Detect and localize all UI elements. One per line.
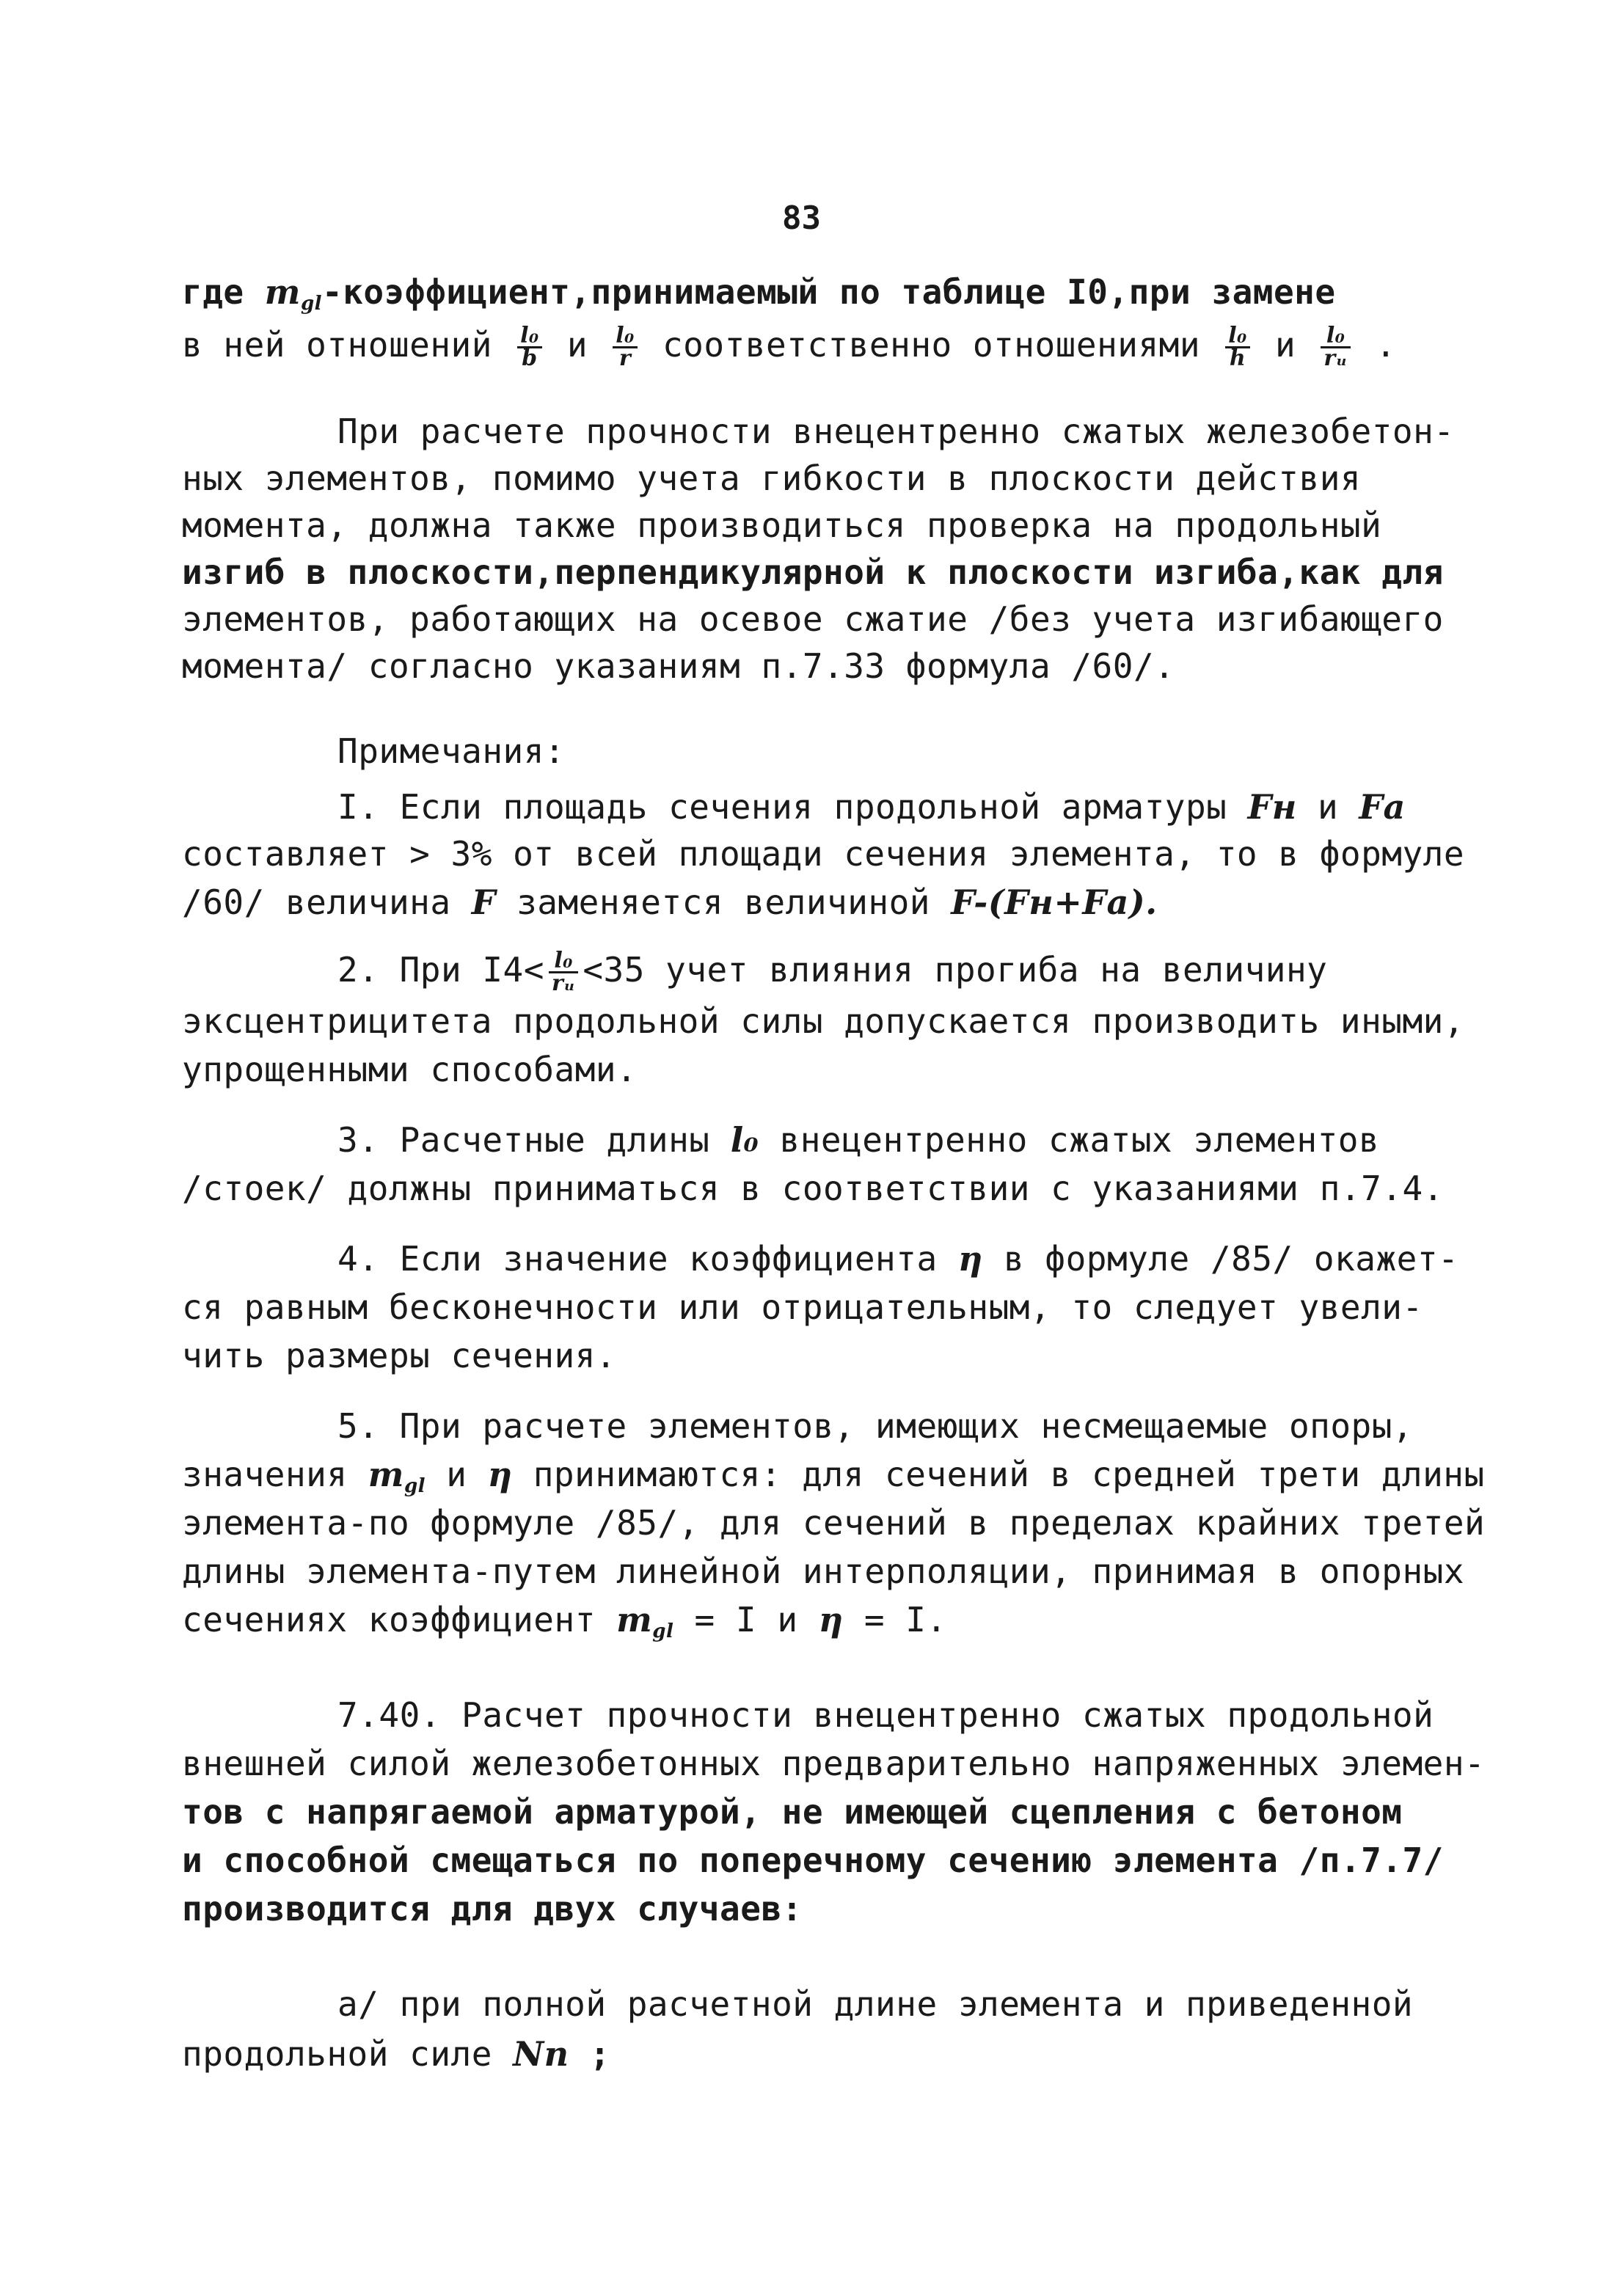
text-line: производится для двух случаев: — [182, 1889, 803, 1928]
fraction: $\frac{\text{l₀}}{\text{rᵤ}}$ — [1321, 326, 1350, 369]
text-line: длины элемента-путем линейной интерполяции, принимая в опорных — [182, 1551, 1465, 1591]
text-line: составляет > 3% от всей площади сечения элемента, то в формуле — [182, 834, 1465, 874]
symbol: Nп — [513, 2034, 569, 2074]
text-line: I. Если площадь сечения продольной арматуры Fн и Fа — [337, 787, 1406, 827]
fraction: $\frac{\text{l₀}}{\text{rᵤ}}$ — [549, 951, 578, 994]
text-line: При расчете прочности внецентренно сжатых железобетон- — [337, 412, 1455, 451]
symbol: F-(Fн+Fа). — [951, 882, 1158, 922]
symbol: l₀ — [730, 1120, 759, 1160]
text-line: элементов, работающих на осевое сжатие /без учета изгибающего — [182, 599, 1444, 639]
text-line: /60/ величина F заменяется величиной F-(Fн+Fа). — [182, 882, 1158, 922]
text-line: ных элементов, помимо учета гибкости в плоскости действия — [182, 458, 1362, 498]
text-line: продольной силе Nп ; — [182, 2034, 610, 2074]
symbol: η — [957, 1239, 983, 1279]
fraction: $\frac{\text{l₀}}{b}$ — [517, 326, 542, 369]
symbol: η — [818, 1600, 844, 1639]
text-line: момента/ согласно указаниям п.7.33 формула /60/. — [182, 646, 1175, 686]
text-line: 4. Если значение коэффициента η в формуле /85/ окажет- — [337, 1239, 1459, 1279]
text-line: 3. Расчетные длины l₀ внецентренно сжатых элементов — [337, 1120, 1380, 1160]
notes-heading: Примечания: — [337, 731, 566, 771]
text-line: /стоек/ должны приниматься в соответствии с указаниями п.7.4. — [182, 1169, 1444, 1208]
page-number: 83 — [782, 200, 821, 237]
text-line: где $m_{gl}-коэффициент,принимаемый$ по таблице I0,при замене — [182, 272, 1336, 315]
text-line: значения $m_{gl}$ и η принимаются: для сечений в средней трети длины — [182, 1455, 1485, 1497]
text-line: 2. При I4< $\frac{\text{l₀}}{\text{rᵤ}}$ <35 учет влияния прогиба на величину — [337, 948, 1328, 996]
text-line: момента, должна также производиться проверка на продольный — [182, 505, 1382, 545]
text-line: 7.40. Расчет прочности внецентренно сжатых продольной — [337, 1695, 1434, 1735]
text-line: ся равным бесконечности или отрицательным, то следует увели- — [182, 1287, 1423, 1327]
symbol: m — [616, 1600, 653, 1639]
text-line: а/ при полной расчетной длине элемента и приведенной — [337, 1984, 1414, 2024]
fraction: $\frac{\text{l₀}}{h}$ — [1225, 326, 1250, 369]
text-line: изгиб в плоскости,перпендикулярной к плоскости изгиба,как для — [182, 552, 1444, 592]
symbol: Fа — [1359, 787, 1406, 827]
text-line: и способной смещаться по поперечному сечению элемента /п.7.7/ — [182, 1840, 1444, 1880]
text-line: сечениях коэффициент $m_{gl} = I$ и η = I. — [182, 1600, 947, 1642]
coef-symbol: m — [264, 272, 301, 312]
text-line: элемента-по формуле /85/, для сечений в пределах крайних третей — [182, 1503, 1486, 1543]
text-line: внешней силой железобетонных предварительно напряженных элемен- — [182, 1744, 1486, 1783]
text-line: чить размеры сечения. — [182, 1336, 617, 1375]
text-line: упрощенными способами. — [182, 1050, 638, 1089]
text-line: 5. При расчете элементов, имеющих несмещаемые опоры, — [337, 1406, 1414, 1446]
symbol: m — [368, 1455, 404, 1494]
symbol: η — [487, 1455, 513, 1494]
symbol: Fн — [1247, 787, 1297, 827]
text-line: эксцентрицитета продольной силы допускается производить иными, — [182, 1001, 1465, 1041]
symbol: F — [471, 882, 496, 922]
text-line: тов с напрягаемой арматурой, не имеющей сцепления с бетоном — [182, 1792, 1403, 1832]
text-line: в ней отношений $\frac{\text{l₀}}{b}$ и $\frac{\text{l₀}}{r}$ соответственно отношениями $\frac{\text{l₀}}{h}$ и $\frac{\text{l₀}}{\text{rᵤ}}$ . — [182, 323, 1397, 371]
fraction: $\frac{\text{l₀}}{r}$ — [613, 326, 638, 369]
